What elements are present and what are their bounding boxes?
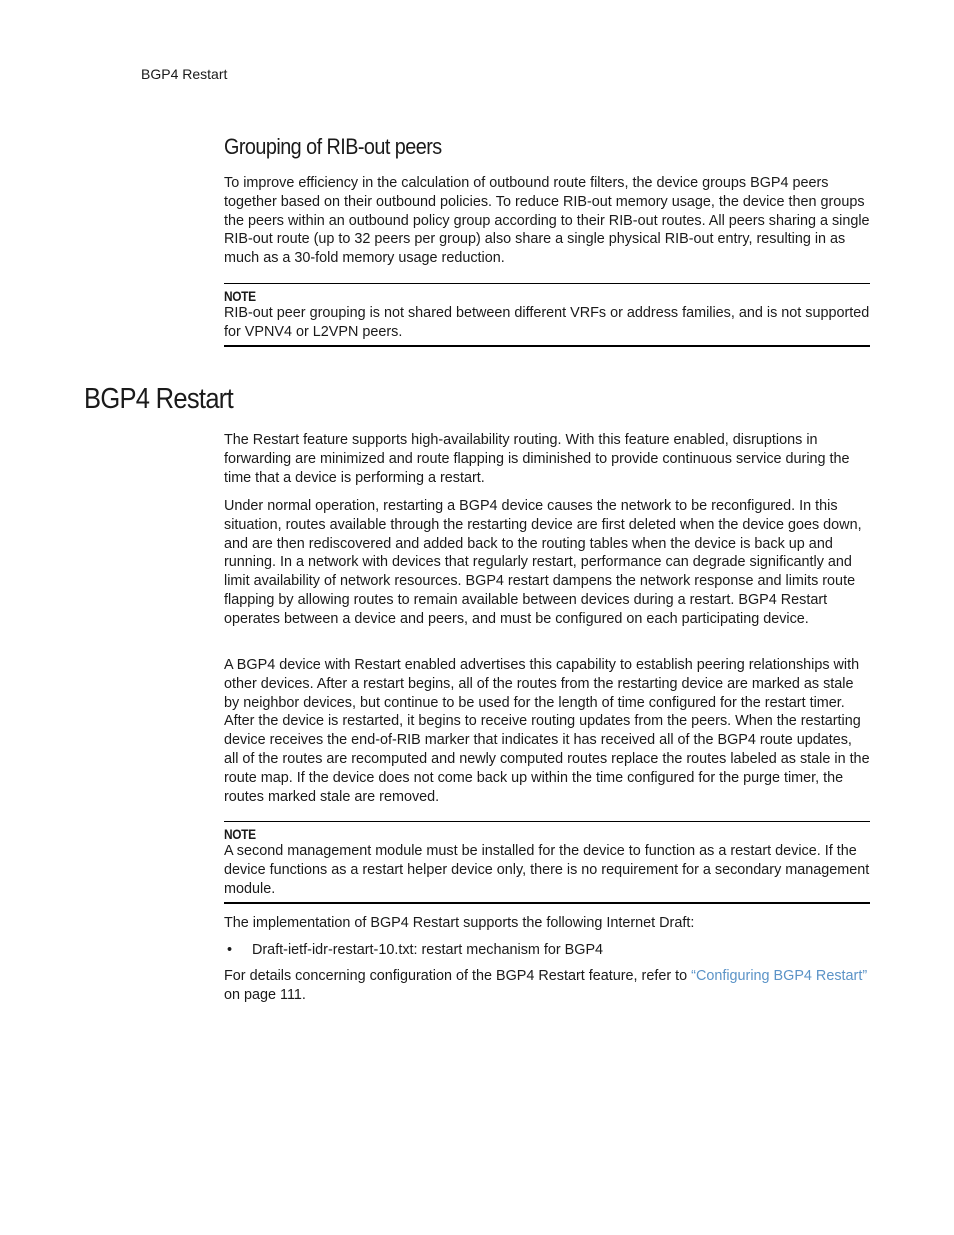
running-header: BGP4 Restart <box>141 66 228 82</box>
grouping-paragraph-block <box>224 174 870 268</box>
restart-paragraph-2: Under normal operation, restarting a BGP4 device causes the network to be reconfigured. In this situation, routes available through the restarting device are first deleted when the device goes down, and are then rediscovered and added back to the routing tables when the device is back up and running. In a network with devices that regularly restart, performance can degrade significantly and limit availability of network resources. BGP4 restart dampens the network response and limits route flapping by allowing routes to remain available between devices during a restart. BGP4 Restart operates between a device and peers, and must be configured on each participating device. <box>224 498 862 627</box>
note-box-grouping <box>224 283 870 347</box>
restart-paragraph-3-block <box>224 656 870 806</box>
section-heading-grouping: Grouping of RIB-out peers <box>224 134 442 159</box>
restart-paragraph-3: A BGP4 device with Restart enabled advertises this capability to establish peering relationships with other devices. After a restart begins, all of the routes from the restarting device are marked as stale by neighbor devices, but continue to be used for the length of time configured for the restart timer. After the device is restarted, it begins to receive routing updates from the peers. When the restarting device receives the end-of-RIB marker that indicates it has received all of the BGP4 route updates, all of the routes are recomputed and newly computed routes replace the routes labeled as stale in the route map. If the device does not come back up within the time configured for the purge timer, the routes marked stale are removed. <box>224 657 870 805</box>
details-paragraph-block <box>224 967 870 1005</box>
section-heading-restart: BGP4 Restart <box>84 383 233 415</box>
grouping-paragraph: To improve efficiency in the calculation of outbound route filters, the device groups BGP4 peers together based on their outbound policies. To reduce RIB-out memory usage, the device then groups the peers within an outbound policy group according to their RIB-out routes. All peers sharing a single RIB-out route (up to 32 peers per group) also share a single physical RIB-out entry, resulting in as much as a 30-fold memory usage reduction. <box>224 175 870 267</box>
bullet-icon: • <box>227 942 233 958</box>
restart-paragraph-1: The Restart feature supports high-availability routing. With this feature enabled, disruptions in forwarding are minimized and route flapping is diminished to provide continuous service during the time that a device is performing a restart. <box>224 432 850 486</box>
restart-paragraph-2-block <box>224 497 870 629</box>
details-suffix: on page 111. <box>224 986 306 1003</box>
details-prefix: For details concerning configuration of the BGP4 Restart feature, refer to <box>224 968 692 984</box>
details-paragraph <box>224 967 870 1005</box>
configuring-bgp4-restart-link[interactable]: “Configuring BGP4 Restart” <box>691 968 868 984</box>
restart-paragraph-4: The implementation of BGP4 Restart supports the following Internet Draft: <box>224 915 695 931</box>
note-box-restart <box>224 821 870 904</box>
note-label: NOTE <box>224 288 256 304</box>
restart-paragraph-1-block <box>224 431 870 487</box>
note-label: NOTE <box>224 826 256 842</box>
note-text: RIB-out peer grouping is not shared between different VRFs or address families, and is not supported for VPNV4 or L2VPN peers. <box>224 305 870 340</box>
restart-paragraph-4-block <box>224 914 870 933</box>
bullet-text: Draft-ietf-idr-restart-10.txt: restart mechanism for BGP4 <box>252 942 604 958</box>
note-text: A second management module must be installed for the device to function as a restart device. If the device functions as a restart helper device only, there is no requirement for a secondary management module. <box>224 843 870 897</box>
